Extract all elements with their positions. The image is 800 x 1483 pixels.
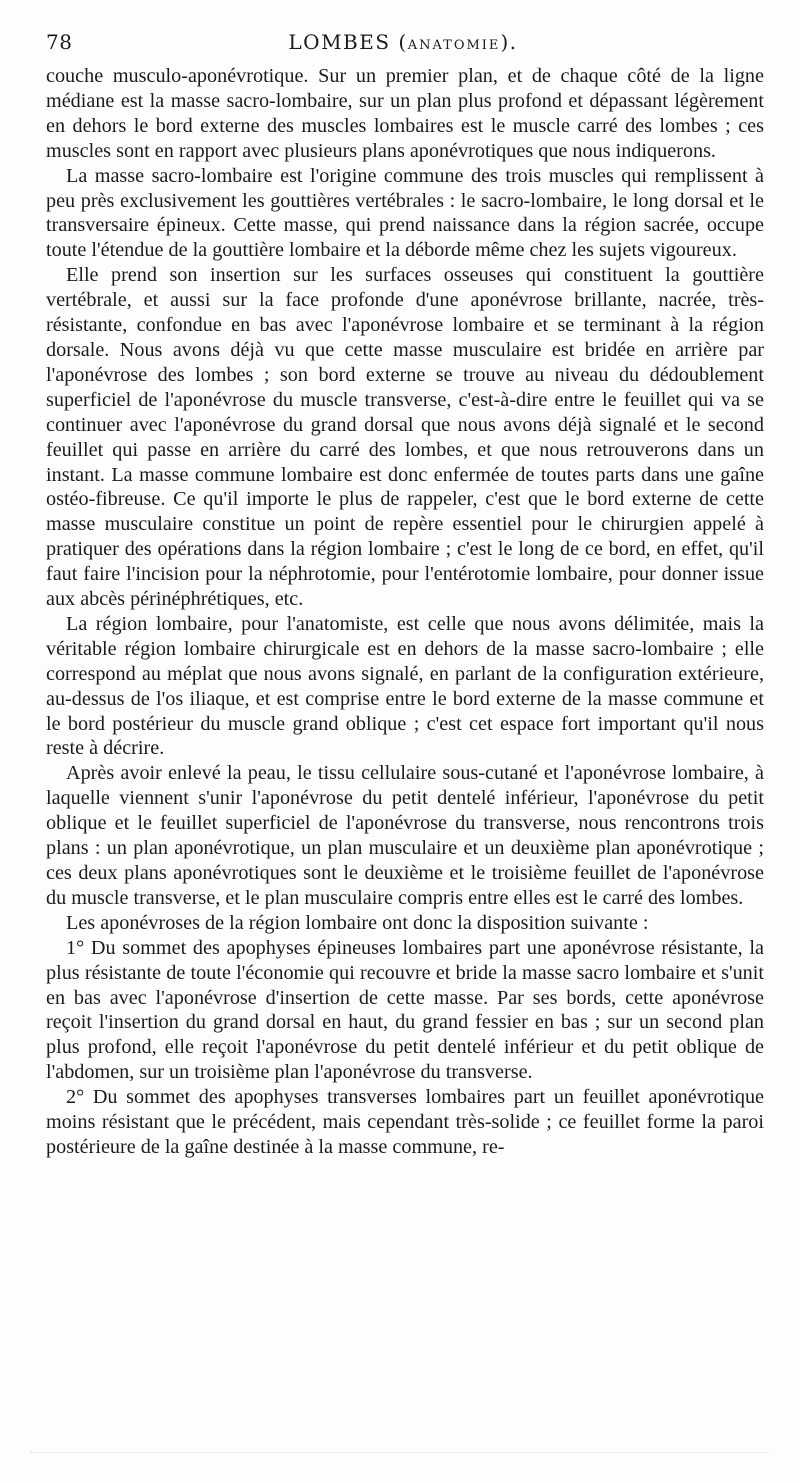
running-title: [46, 30, 760, 54]
paragraph-trois-plans: Après avoir enlevé la peau, le tissu cellulaire sous-cutané et l'aponévrose lombaire, à laquelle viennent s'unir l'aponévrose du petit dentelé inférieur, l'aponévrose du petit oblique et le feuillet superficiel de l'aponévrose du transverse, nous rencontrons trois plans : un plan aponévrotique, un plan musculaire et un deuxième plan aponévrotique ; ces deux plans aponévrotiques sont le deuxième et le troisième feuillet de l'aponévrose du muscle transverse, et le plan musculaire compris entre elles est le carré des lombes.: [46, 762, 764, 909]
paragraph-insertion: Elle prend son insertion sur les surfaces osseuses qui constituent la gouttière vertébrale, et aussi sur la face profonde d'une aponévrose brillante, nacrée, très-résistante, confondue en bas avec l'aponévrose lombaire et se terminant à la région dorsale. Nous avons déjà vu que cette masse musculaire est bridée en arrière par l'aponévrose des lombes ; son bord externe se trouve au niveau du dédoublement superficiel de l'aponévrose du muscle transverse, c'est-à-dire entre le feuillet qui va se continuer avec l'aponévrose du grand dorsal que nous avons déjà signalé et le second feuillet qui passe en arrière du carré des lombes, et que nous retrouverons dans un instant. La masse commune lombaire est donc enfermée de toutes parts dans une gaîne ostéo-fibreuse. Ce qu'il importe le plus de rappeler, c'est que le bord externe de cette masse musculaire constitue un point de repère essentiel pour le chirurgien appelé à pratiquer des opérations dans la région lombaire ; c'est le long de ce bord, en effet, qu'il faut faire l'incision pour la néphrotomie, pour l'entérotomie lombaire, pour donner issue aux abcès périnéphrétiques, etc.: [46, 264, 764, 611]
running-title-main: LOMBES (: [288, 30, 408, 54]
paragraph-item-1: 1° Du sommet des apophyses épineuses lombaires part une aponévrose résistante, la plus résistante de toute l'économie qui recouvre et bride la masse sacro lombaire et s'unit en bas avec l'aponévrose d'insertion de cette masse. Par ses bords, cette aponévrose reçoit l'insertion du grand dorsal en haut, du grand fessier en bas ; sur un second plan plus profond, elle reçoit l'aponévrose du petit dentelé inférieur et du petit oblique de l'abdomen, sur un troisième plan l'aponévrose du transverse.: [46, 936, 764, 1084]
paragraph-item-2: 2° Du sommet des apophyses transverses lombaires part un feuillet aponévrotique moins résistant que le précédent, mais cependant très-solide ; ce feuillet forme la paroi postérieure de la gaîne destinée à la masse commune, re-: [46, 1086, 764, 1158]
page-header: [46, 22, 760, 52]
bottom-scan-artifact: [30, 1452, 770, 1453]
running-title-subtitle: ANATOMIE: [407, 38, 501, 53]
paragraph-masse-sacro-lombaire: La masse sacro-lombaire est l'origine commune des trois muscles qui remplissent à peu près exclusivement les gouttières vertébrales : le sacro-lombaire, le long dorsal et le transversaire épineux. Cette masse, qui prend naissance dans la région sacrée, occupe toute l'étendue de la gouttière lombaire et la déborde même chez les sujets vigoureux.: [46, 164, 764, 262]
paragraph-disposition: Les aponévroses de la région lombaire ont donc la disposition suivante :: [66, 911, 649, 934]
body-text: [46, 64, 764, 1160]
paragraph-continued: couche musculo-aponévrotique. Sur un premier plan, et de chaque côté de la ligne médiane est la masse sacro-lombaire, sur un plan plus profond et dépassant légèrement en dehors le bord externe des muscles lombaires est le muscle carré des lombes ; ces muscles sont en rapport avec plusieurs plans aponévrotiques que nous indiquerons.: [46, 65, 764, 162]
paragraph-region-chirurgicale: La région lombaire, pour l'anatomiste, est celle que nous avons délimitée, mais la véritable région lombaire chirurgicale est en dehors de la masse sacro-lombaire ; elle correspond au méplat que nous avons signalé, en parlant de la configuration extérieure, au-dessus de l'os iliaque, et est comprise entre le bord externe de la masse commune et le bord postérieur du muscle grand oblique ; c'est cet espace fort important qu'il nous reste à décrire.: [46, 612, 764, 760]
page-number: 78: [46, 30, 73, 54]
running-title-end: ).: [500, 30, 518, 54]
